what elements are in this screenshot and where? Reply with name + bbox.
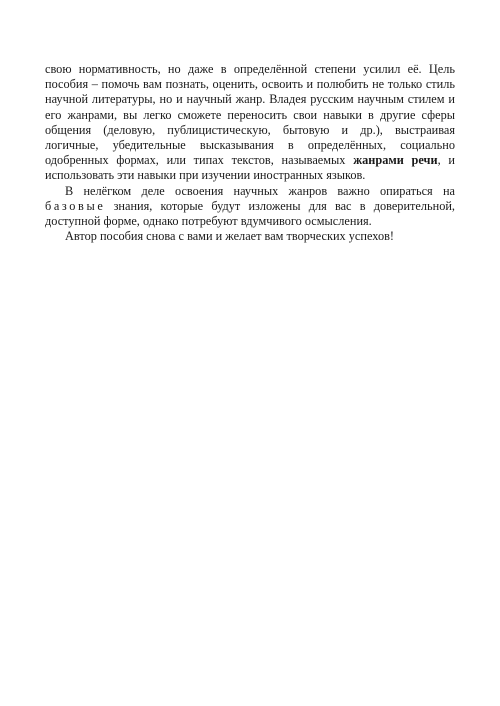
paragraph-text-end: знания, которые будут изложены для вас в доверительной, доступной форме, однако потребуют вдумчивого осмысления. bbox=[45, 198, 455, 229]
paragraph-continuation bbox=[45, 62, 455, 184]
document-page bbox=[45, 62, 455, 244]
paragraph-text: Автор пособия снова с вами и желает вам творческих успехов! bbox=[65, 229, 394, 244]
paragraph-closing-wish bbox=[45, 229, 455, 244]
emphasized-term: жанрами речи bbox=[353, 153, 438, 168]
paragraph-text: свою нормативность, но даже в определённой степени усилил её. Цель пособия – помочь вам познать, оценить, освоить и полюбить не только стиль научной литературы, но и научный жанр. Владея русским научным стилем и его жанрами, вы легко сможете переносить свои навыки в другие сферы общения (деловую, публицистическую, бытовую и др.), выстраивая логичные, убедительные высказывания в определённых, социально одобренных формах, или типах текстов, называемых bbox=[45, 62, 455, 168]
paragraph-text: В нелёгком деле освоения научных жанров важно опираться на bbox=[65, 183, 455, 198]
paragraph-basic-knowledge bbox=[45, 184, 455, 230]
spaced-emphasis: базовые bbox=[45, 198, 106, 213]
paragraph-text-end: , и использовать эти навыки при изучении иностранных языков. bbox=[45, 153, 455, 183]
